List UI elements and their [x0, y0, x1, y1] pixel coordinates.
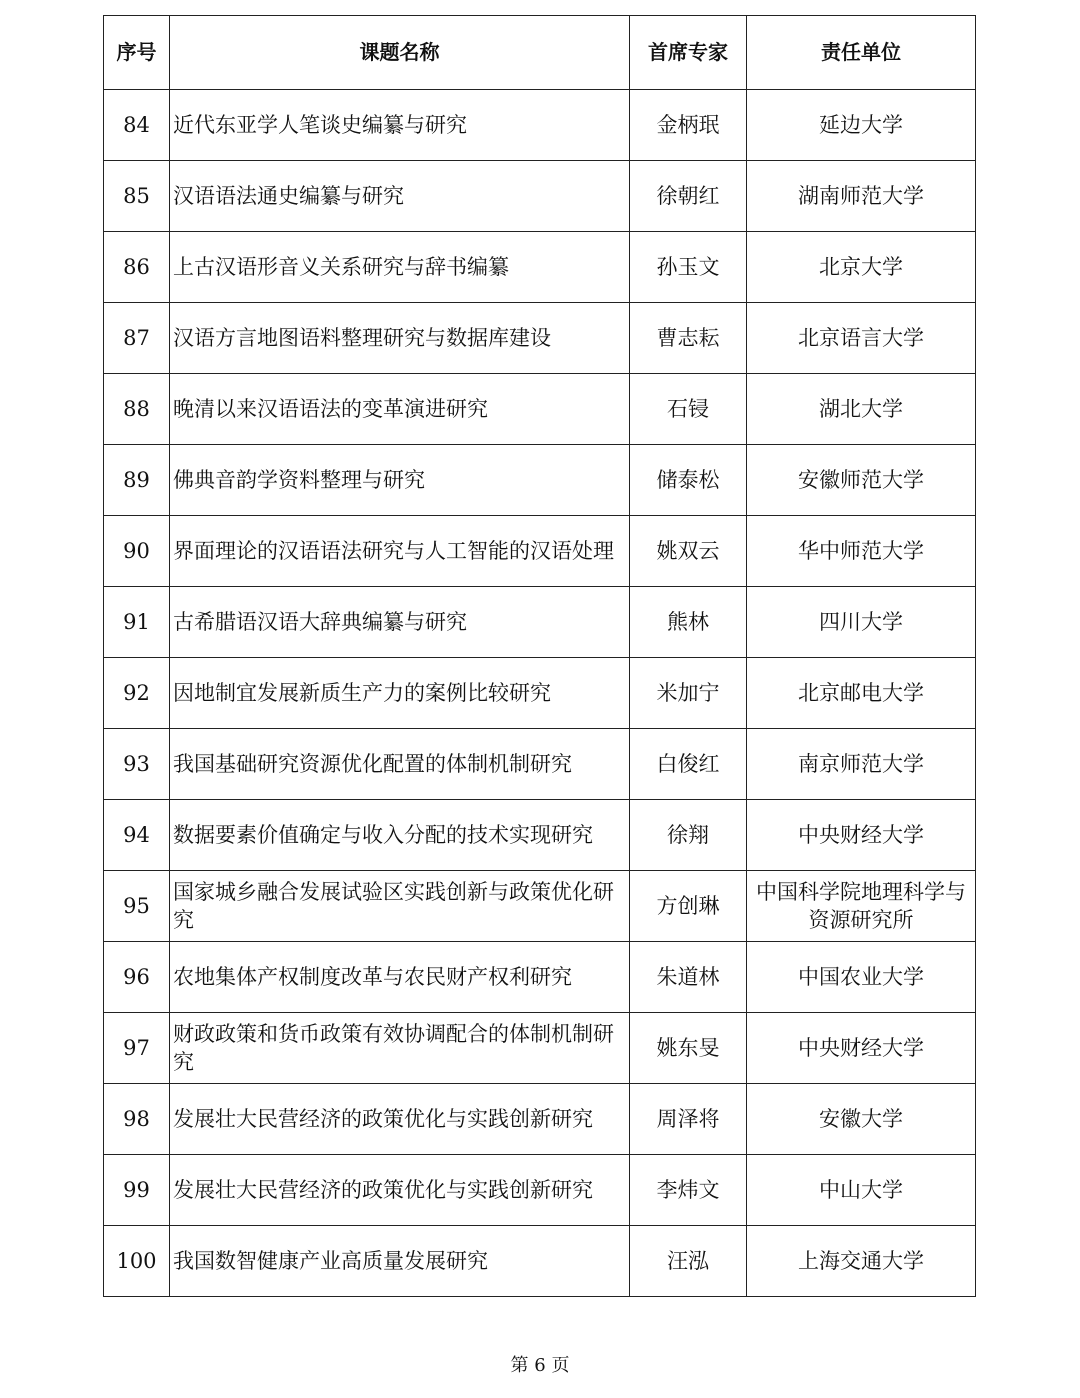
project-title: 晚清以来汉语语法的变革演进研究	[170, 374, 630, 445]
responsible-unit: 中央财经大学	[747, 800, 976, 871]
project-title: 佛典音韵学资料整理与研究	[170, 445, 630, 516]
chief-expert: 米加宁	[630, 658, 747, 729]
project-table	[103, 15, 976, 1297]
header-chief-expert: 首席专家	[630, 16, 747, 90]
project-title: 我国基础研究资源优化配置的体制机制研究	[170, 729, 630, 800]
responsible-unit: 中国科学院地理科学与资源研究所	[747, 871, 976, 942]
chief-expert: 汪泓	[630, 1226, 747, 1297]
table-row	[104, 1013, 976, 1084]
responsible-unit: 湖南师范大学	[747, 161, 976, 232]
row-number: 89	[104, 445, 170, 516]
row-number: 98	[104, 1084, 170, 1155]
chief-expert: 孙玉文	[630, 232, 747, 303]
chief-expert: 熊林	[630, 587, 747, 658]
chief-expert: 石锓	[630, 374, 747, 445]
chief-expert: 金柄珉	[630, 90, 747, 161]
row-number: 85	[104, 161, 170, 232]
chief-expert: 姚东旻	[630, 1013, 747, 1084]
project-title: 农地集体产权制度改革与农民财产权利研究	[170, 942, 630, 1013]
project-title: 汉语方言地图语料整理研究与数据库建设	[170, 303, 630, 374]
responsible-unit: 安徽大学	[747, 1084, 976, 1155]
responsible-unit: 华中师范大学	[747, 516, 976, 587]
table-row	[104, 942, 976, 1013]
row-number: 90	[104, 516, 170, 587]
table-row	[104, 90, 976, 161]
chief-expert: 储泰松	[630, 445, 747, 516]
project-title: 上古汉语形音义关系研究与辞书编纂	[170, 232, 630, 303]
responsible-unit: 安徽师范大学	[747, 445, 976, 516]
responsible-unit: 北京大学	[747, 232, 976, 303]
project-title: 因地制宜发展新质生产力的案例比较研究	[170, 658, 630, 729]
row-number: 97	[104, 1013, 170, 1084]
row-number: 88	[104, 374, 170, 445]
project-title: 财政政策和货币政策有效协调配合的体制机制研究	[170, 1013, 630, 1084]
row-number: 92	[104, 658, 170, 729]
project-title: 界面理论的汉语语法研究与人工智能的汉语处理	[170, 516, 630, 587]
chief-expert: 徐朝红	[630, 161, 747, 232]
table-row	[104, 232, 976, 303]
row-number: 100	[104, 1226, 170, 1297]
chief-expert: 朱道林	[630, 942, 747, 1013]
table-row	[104, 161, 976, 232]
responsible-unit: 中国农业大学	[747, 942, 976, 1013]
table-row	[104, 1084, 976, 1155]
table-row	[104, 658, 976, 729]
responsible-unit: 延边大学	[747, 90, 976, 161]
project-title: 汉语语法通史编纂与研究	[170, 161, 630, 232]
row-number: 86	[104, 232, 170, 303]
table-header-row	[104, 16, 976, 90]
project-title: 发展壮大民营经济的政策优化与实践创新研究	[170, 1155, 630, 1226]
row-number: 96	[104, 942, 170, 1013]
responsible-unit: 中央财经大学	[747, 1013, 976, 1084]
responsible-unit: 南京师范大学	[747, 729, 976, 800]
chief-expert: 白俊红	[630, 729, 747, 800]
chief-expert: 徐翔	[630, 800, 747, 871]
header-project-title: 课题名称	[170, 16, 630, 90]
header-number: 序号	[104, 16, 170, 90]
responsible-unit: 湖北大学	[747, 374, 976, 445]
responsible-unit: 中山大学	[747, 1155, 976, 1226]
chief-expert: 周泽将	[630, 1084, 747, 1155]
table-row	[104, 1226, 976, 1297]
header-responsible-unit: 责任单位	[747, 16, 976, 90]
project-title: 古希腊语汉语大辞典编纂与研究	[170, 587, 630, 658]
responsible-unit: 北京邮电大学	[747, 658, 976, 729]
row-number: 94	[104, 800, 170, 871]
table-row	[104, 374, 976, 445]
table-row	[104, 871, 976, 942]
table-row	[104, 445, 976, 516]
chief-expert: 李炜文	[630, 1155, 747, 1226]
table-row	[104, 303, 976, 374]
chief-expert: 姚双云	[630, 516, 747, 587]
table-row	[104, 587, 976, 658]
project-title: 国家城乡融合发展试验区实践创新与政策优化研究	[170, 871, 630, 942]
project-title: 数据要素价值确定与收入分配的技术实现研究	[170, 800, 630, 871]
table-row	[104, 1155, 976, 1226]
page-number: 第 6 页	[510, 1355, 570, 1376]
chief-expert: 方创琳	[630, 871, 747, 942]
row-number: 95	[104, 871, 170, 942]
project-title: 近代东亚学人笔谈史编纂与研究	[170, 90, 630, 161]
row-number: 84	[104, 90, 170, 161]
row-number: 99	[104, 1155, 170, 1226]
responsible-unit: 北京语言大学	[747, 303, 976, 374]
row-number: 93	[104, 729, 170, 800]
table-row	[104, 729, 976, 800]
table-row	[104, 800, 976, 871]
project-title: 我国数智健康产业高质量发展研究	[170, 1226, 630, 1297]
responsible-unit: 四川大学	[747, 587, 976, 658]
responsible-unit: 上海交通大学	[747, 1226, 976, 1297]
chief-expert: 曹志耘	[630, 303, 747, 374]
row-number: 87	[104, 303, 170, 374]
project-title: 发展壮大民营经济的政策优化与实践创新研究	[170, 1084, 630, 1155]
table-row	[104, 516, 976, 587]
row-number: 91	[104, 587, 170, 658]
